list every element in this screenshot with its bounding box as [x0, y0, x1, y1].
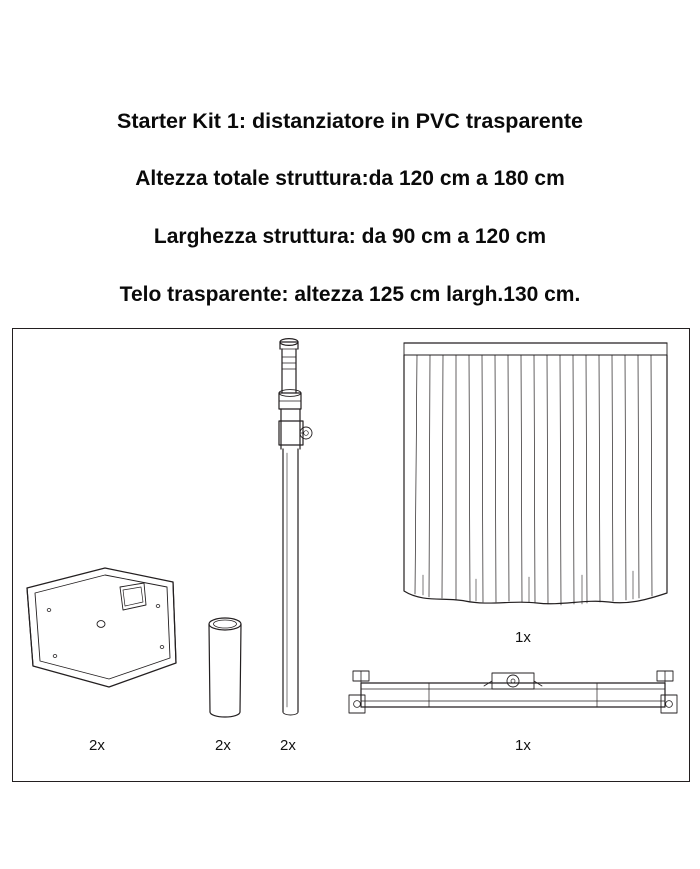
quantity-label-roller-bar: 1x: [515, 737, 531, 754]
top-roller-bar-illustration: [349, 671, 677, 713]
specification-text-block: [0, 92, 700, 324]
base-plate-illustration: [27, 568, 176, 687]
spec-line-height: Altezza totale struttura:da 120 cm a 180 cm: [135, 167, 565, 190]
pvc-curtain-illustration: [404, 343, 667, 605]
quantity-label-connector-tube: 2x: [215, 737, 231, 754]
parts-diagram-frame: [12, 328, 690, 782]
spec-line-width: Larghezza struttura: da 90 cm a 120 cm: [153, 225, 547, 248]
connector-tube-illustration: [209, 618, 241, 717]
quantity-label-telescopic-pole: 2x: [280, 737, 296, 754]
quantity-label-pvc-curtain: 1x: [515, 629, 531, 646]
spec-line-title: Starter Kit 1: distanziatore in PVC trasparente: [117, 109, 583, 133]
telescopic-pole-illustration: [279, 339, 312, 715]
quantity-label-base-plate: 2x: [89, 737, 105, 754]
spec-line-sheet-size: Telo trasparente: altezza 125 cm largh.130 cm.: [119, 283, 581, 306]
parts-illustration: [13, 329, 689, 781]
